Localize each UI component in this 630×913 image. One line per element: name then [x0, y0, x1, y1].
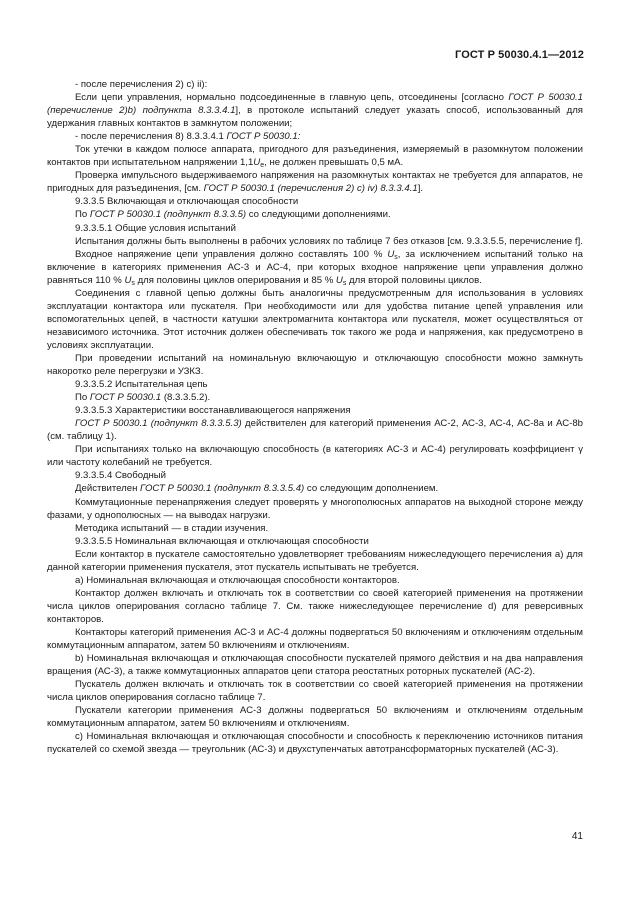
text-run: - после перечисления 2) с) ii): [75, 79, 208, 90]
text-run: По [75, 392, 90, 404]
paragraph [47, 195, 583, 208]
paragraph [47, 574, 583, 587]
text-run: с) Номинальная включающая и отключающая способности и способность к переключению источников питания пускателей со схемой звезда — треугольник (АС-3) и двухступенчатых автотрансформаторных пускателей (АС-3). [47, 731, 583, 756]
page-number: 41 [571, 831, 583, 842]
paragraph [47, 496, 583, 522]
text-run: со следующими дополнениями. [246, 209, 391, 221]
text-run: 9.3.3.5.5 Номинальная включающая и отключающая способности [75, 535, 369, 547]
text-run: При испытаниях только на включающую способность (в категориях АС-3 и АС-4) регулировать коэффициент γ или частоту колебаний не требуется. [47, 444, 583, 469]
paragraph [47, 626, 583, 652]
paragraph [47, 222, 583, 235]
italic-reference: ГОСТ Р 50030.1 (перечисления 2) с) iv) 8.3.3.4.1 [203, 183, 418, 195]
text-run: Пускатели категории применения АС-3 должны подвергаться 50 включениям и отключениям отдельным коммутационным аппаратом, затем 50 включениям и отключениям. [47, 705, 583, 730]
italic-reference: ГОСТ Р 50030.1 (подпункт 8.3.3.5.3) [75, 418, 242, 430]
paragraph [47, 91, 583, 130]
paragraph [47, 443, 583, 469]
document-header: ГОСТ Р 50030.4.1—2012 [455, 49, 584, 61]
text-run: Коммутационные перенапряжения следует проверять у многополюсных аппаратов на выходной стороне между фазами, у однополюсных — на выводах нагрузки. [47, 496, 583, 521]
paragraph [47, 469, 583, 482]
paragraph [47, 548, 583, 574]
text-run: 9.3.3.5 Включающая и отключающая способности [75, 196, 299, 208]
text-run: Входное напряжение цепи управления должно составлять 100 % [75, 248, 388, 260]
text-run: , за исключением испытаний только на включение в категориях применения АС-3 и АС-4, при которых входное напряжение цепи управления должно равняться 110 % [47, 248, 583, 286]
italic-reference: ГОСТ Р 50030.1 (подпункт 8.3.3.5.4) [140, 483, 305, 495]
paragraph [47, 208, 583, 221]
italic-reference: ГОСТ Р 50030.1 (подпункт 8.3.3.5) [89, 209, 247, 221]
text-run: Методика испытаний — в стадии изучения. [75, 522, 269, 534]
paragraph [47, 482, 583, 495]
text-run: - после перечисления 8) 8.3.3.4.1 [75, 131, 227, 143]
text-run: Испытания должны быть выполнены в рабочих условиях по таблице 7 без отказов [см. 9.3.3.5.5, перечисление f]. [75, 235, 583, 247]
paragraph [47, 169, 583, 195]
paragraph [47, 730, 583, 756]
paragraph [47, 535, 583, 548]
text-run: Если контактор в пускателе самостоятельно удовлетворяет требованиям нижеследующего перечисления а) для данной категории применения пускателя, этот пускатель испытывать не требуется. [47, 548, 583, 573]
paragraph [47, 391, 583, 404]
text-run: 9.3.3.5.4 Свободный [75, 470, 167, 482]
paragraph [47, 78, 583, 91]
italic-reference: U [124, 274, 132, 286]
text-run: для половины циклов оперирования и 85 % [134, 274, 336, 286]
paragraph [47, 587, 583, 626]
italic-reference: U [253, 157, 261, 169]
subscript: e [260, 162, 265, 170]
subscript: s [394, 253, 398, 261]
paragraph [47, 248, 583, 287]
italic-reference: ГОСТ Р 50030.1 (перечисление 2)b) подпункта 8.3.3.4.1 [47, 92, 583, 117]
paragraph [47, 417, 583, 443]
text-run: 9.3.3.5.2 Испытательная цепь [75, 379, 208, 391]
text-run: ], в протоколе испытаний следует указать способ, использованный для удержания главных контактов в замкнутом положении; [47, 105, 583, 130]
text-run: а) Номинальная включающая и отключающая способности контакторов. [75, 574, 400, 586]
text-run: (8.3.3.5.2). [161, 392, 211, 404]
text-run: 9.3.3.5.1 Общие условия испытаний [75, 222, 236, 234]
text-run: Проверка импульсного выдерживаемого напряжения на разомкнутых контактах не требуется для аппаратов, не пригодных для разъединения, [см. [47, 170, 583, 195]
text-run: для второй половины циклов. [346, 274, 482, 286]
text-run: , не должен превышать 0,5 мА. [264, 157, 404, 169]
paragraph [47, 404, 583, 417]
text-run: со следующим дополнением. [304, 483, 439, 495]
italic-reference: U [335, 274, 343, 286]
text-run: При проведении испытаний на номинальную включающую и отключающую способности можно замкнуть накоротко реле перегрузки и УЗКЗ. [47, 352, 583, 378]
paragraph [47, 235, 583, 248]
text-run: Контакторы категорий применения АС-3 и АС-4 должны подвергаться 50 включениям и отключениям отдельным коммутационным аппаратом, затем 50 включениям и отключениям. [47, 626, 583, 652]
text-run: b) Номинальная включающая и отключающая способности пускателей прямого действия и на два направления вращения (АС-3), а также коммутационных аппаратов цепи статора реостатных роторных пускателей (АС-2). [47, 653, 583, 678]
text-run: Соединения с главной цепью должны быть аналогичны предусмотренным для использования в условиях эксплуатации контактора или пускателя. При необходимости или для удобства питание цепей управления или вспомогательных цепей, в частности катушки электромагнита контактора или пускателя, может осуществляться от независимого источника. Этот источник должен обеспечивать ток такого же рода и напряжения, как предусмотрено в условиях эксплуатации. [47, 287, 583, 351]
text-run: Контактор должен включать и отключать ток в соответствии со своей категорией применения на протяжении числа циклов оперирования согласно таблице 7. См. также нижеследующее перечисление d) для реверсивных контакторов. [47, 587, 583, 625]
paragraph [47, 130, 583, 143]
paragraph [47, 678, 583, 704]
text-run: действителен для категорий применения АС-2, АС-3, АС-4, АС-8а и АС-8b (см. таблицу 1). [47, 418, 583, 443]
paragraph [47, 652, 583, 678]
italic-reference: ГОСТ Р 50030.1: [226, 131, 301, 143]
document-body [47, 78, 583, 756]
paragraph [47, 522, 583, 535]
text-run: Действителен [75, 483, 141, 495]
italic-reference: ГОСТ Р 50030.1 [89, 392, 162, 404]
paragraph [47, 143, 583, 169]
text-run: Если цепи управления, нормально подсоединенные в главную цепь, отсоединены [согласно [75, 92, 509, 104]
paragraph [47, 287, 583, 352]
text-run: 9.3.3.5.3 Характеристики восстанавливающегося напряжения [75, 405, 351, 417]
text-run: ]. [417, 183, 424, 195]
paragraph [47, 352, 583, 378]
paragraph [47, 704, 583, 730]
text-run: По [75, 209, 90, 221]
subscript: s [342, 279, 347, 287]
text-run: Пускатель должен включать и отключать ток в соответствии со своей категорией применения на протяжении числа циклов оперирования согласно таблице 7. [47, 679, 583, 704]
subscript: s [131, 279, 135, 287]
paragraph [47, 378, 583, 391]
text-run: Ток утечки в каждом полюсе аппарата, пригодного для разъединения, измеряемый в разомкнутом положении контактов при испытательном напряжении 1,1 [47, 144, 583, 169]
italic-reference: U [387, 248, 395, 260]
